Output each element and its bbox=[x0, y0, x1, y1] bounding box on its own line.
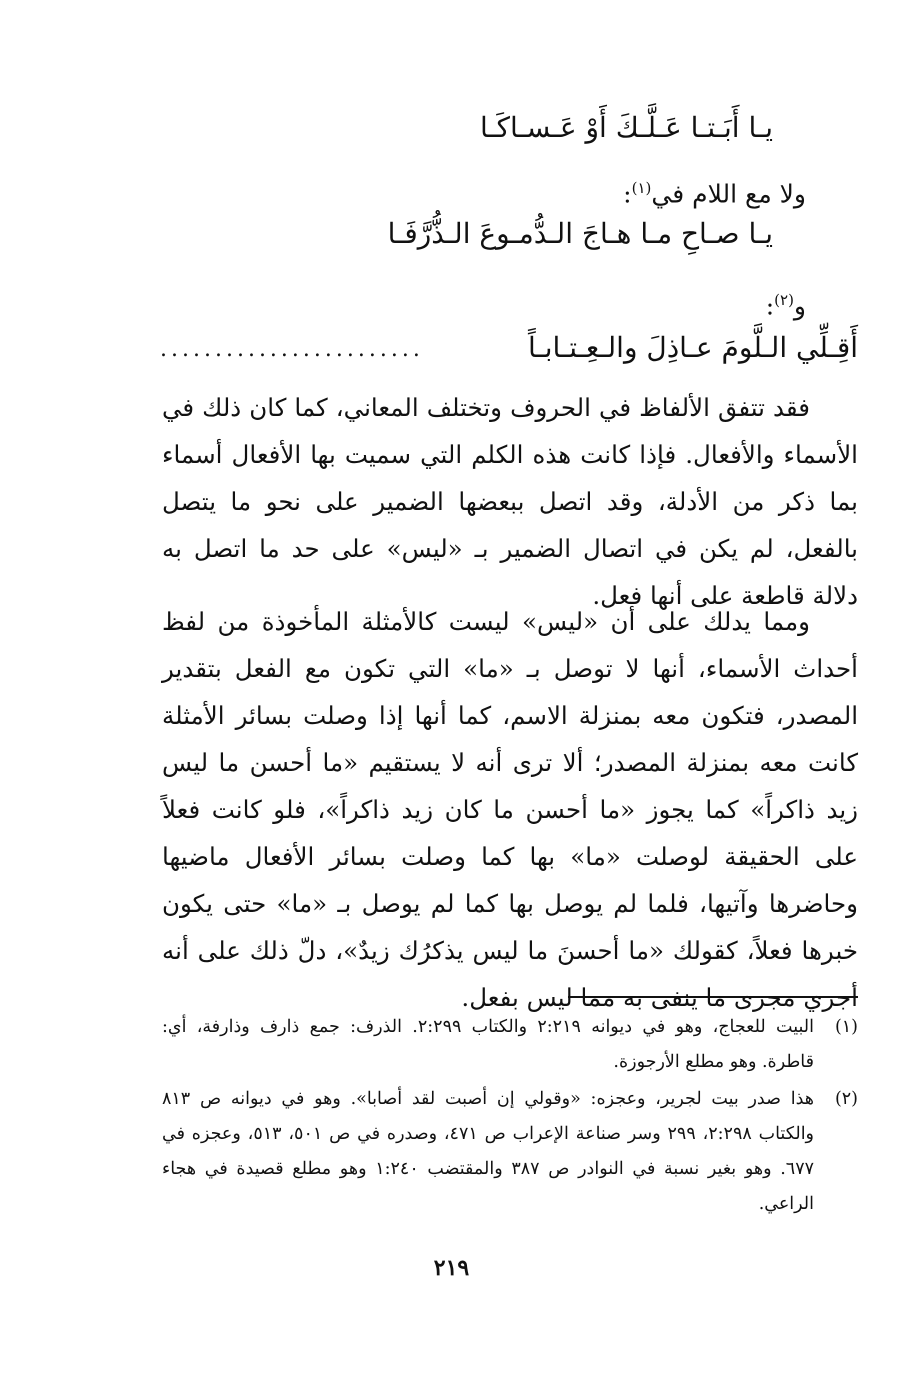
verse-2-text: يـا صـاحِ مـا هـاجَ الـدُّمـوعَ الـذُّرَّفَـا bbox=[387, 217, 773, 250]
paragraph-text: ومما يدلك على أن «ليس» ليست كالأمثلة المأخوذة من لفظ أحداث الأسماء، أنها لا توصل بـ «ما» التي تكون مع الفعل بتقدير المصدر، فتكون معه بمنزلة الاسم، كما أنها إذا وصلت بسائر الأمثلة كانت معه بمنزلة المصدر؛ ألا ترى أنه لا يستقيم «ما أحسن ما ليس زيد ذاكراً» كما يجوز «ما أحسن ما كان زيد ذاكراً»، فلو كانت فعلاً على الحقيقة لوصلت «ما» بها كما وصلت بسائر الأفعال ماضيها وحاضرها وآتيها، فلما لم يوصل بها كما لم يوصل بـ «ما» حتى يكون خبرها فعلاً، كقولك «ما أحسنَ ما ليس يذكرُك زيدٌ»، دلّ ذلك على أنه أجري مجرى ما ينفى به مما ليس بفعل. bbox=[162, 607, 858, 1012]
footnote-1 bbox=[162, 1010, 858, 1080]
verse-3 bbox=[160, 324, 858, 368]
footnote-separator bbox=[568, 996, 858, 998]
footnote-ref-2: (٢) bbox=[774, 291, 794, 309]
verse-1 bbox=[113, 108, 773, 148]
verse-3-intro-colon: : bbox=[765, 291, 775, 321]
footnotes bbox=[162, 1010, 858, 1224]
footnote-number: (١) bbox=[834, 1017, 858, 1037]
verse-2 bbox=[113, 214, 773, 254]
verse-1-text: يـا أَبَـتـا عَـلَّـكَ أَوْ عَـسـاكَـا bbox=[479, 111, 773, 144]
verse-2-intro-colon: : bbox=[623, 179, 632, 209]
verse-3-omission-dots: ........................ bbox=[160, 337, 424, 362]
footnote-text: البيت للعجاج، وهو في ديوانه ٢:٢١٩ والكتاب ٢:٢٩٩. الذرف: جمع ذارف وذارفة، أي: قاطرة. وهو مطلع الأرجوزة. bbox=[162, 1017, 814, 1072]
body-paragraph-2 bbox=[162, 598, 858, 1021]
body-paragraph-1 bbox=[162, 384, 858, 619]
verse-2-intro-text: ولا مع اللام في bbox=[651, 179, 806, 209]
footnote-text: هذا صدر بيت لجرير، وعجزه: «وقولي إن أصبت لقد أصابا». وهو في ديوانه ص ٨١٣ والكتاب ٢:٢٩٨، ٢٩٩ وسر صناعة الإعراب ص ٤٧١، وصدره في ص ٥٠١، ٥١٣، وعجزه في ٦٧٧. وهو بغير نسبة في النوادر ص ٣٨٧ والمقتضب ١:٢٤٠ وهو مطلع قصيدة في هجاء الراعي. bbox=[162, 1089, 815, 1214]
paragraph-text: فقد تتفق الألفاظ في الحروف وتختلف المعاني، كما كان ذلك في الأسماء والأفعال. فإذا كانت هذه الكلم التي سميت بها الأفعال أسماء بما ذكر من الأدلة، وقد اتصل ببعضها الضمير على نحو ما يتصل بالفعل، لم يكن في اتصال الضمير بـ «ليس» على حد ما اتصل به دلالة قاطعة على أنها فعل. bbox=[162, 393, 858, 610]
footnote-number: (٢) bbox=[834, 1089, 858, 1109]
verse-3-text: أَقِـلِّي الـلَّومَ عـاذِلَ والـعِـتـابـاً bbox=[528, 331, 858, 364]
verse-2-intro bbox=[623, 170, 806, 212]
verse-3-intro bbox=[766, 282, 806, 324]
footnote-2 bbox=[162, 1082, 858, 1222]
page-number: ٢١٩ bbox=[433, 1255, 470, 1281]
footnote-ref-1: (١) bbox=[631, 179, 652, 197]
verse-3-intro-text: و bbox=[793, 291, 806, 321]
